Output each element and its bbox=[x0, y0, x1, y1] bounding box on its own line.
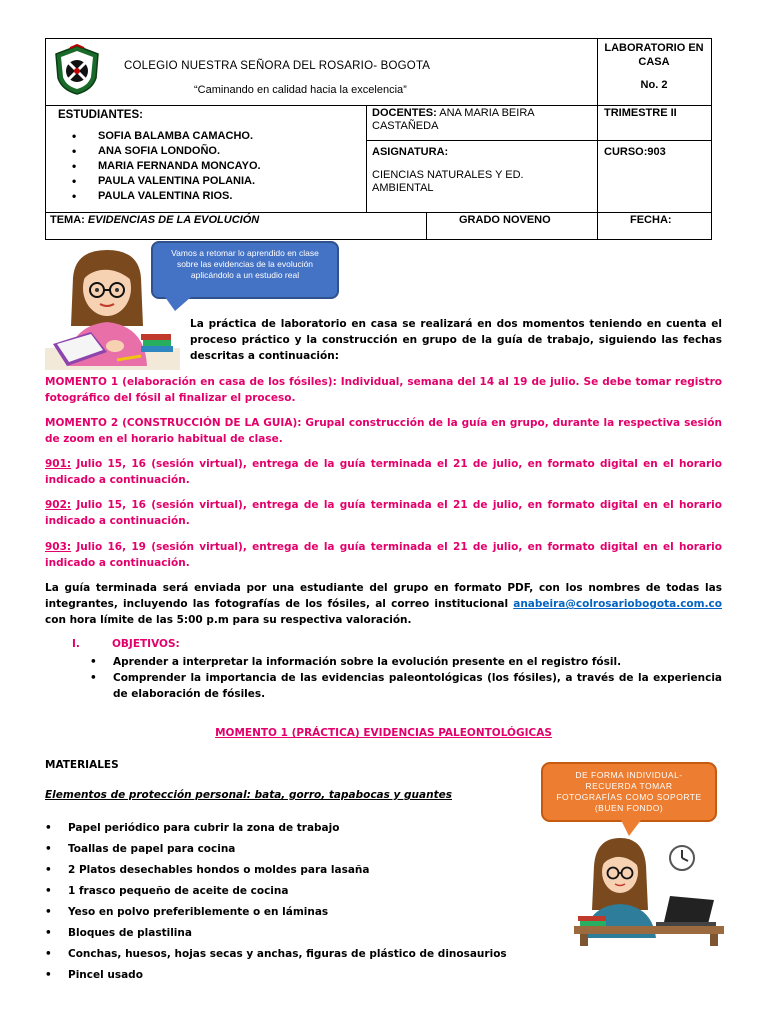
practice-title: MOMENTO 1 (PRÁCTICA) EVIDENCIAS PALEONTOLÓGICAS bbox=[215, 727, 552, 739]
material-item: • 2 Platos desechables hondos o moldes para lasaña bbox=[45, 860, 545, 881]
moment2-paragraph bbox=[45, 415, 722, 447]
material-item: • Toallas de papel para cocina bbox=[45, 839, 545, 860]
students-label: ESTUDIANTES: bbox=[58, 109, 143, 121]
objective-item: • Comprender la importancia de las evidencias paleontológicas (los fósiles), a través de la experiencia de elaboración de fósiles. bbox=[90, 670, 722, 702]
materials-title: MATERIALES bbox=[45, 759, 119, 771]
student-laptop-illustration bbox=[574, 826, 724, 946]
lab-number: No. 2 bbox=[640, 79, 668, 91]
school-name: COLEGIO NUESTRA SEÑORA DEL ROSARIO- BOGOTA bbox=[124, 60, 431, 72]
ppe-line: Elementos de protección personal: bata, gorro, tapabocas y guantes bbox=[45, 789, 452, 801]
table-divider bbox=[366, 105, 367, 212]
teachers-value: ANA MARIA BEIRA CASTAÑEDA bbox=[372, 107, 534, 132]
material-item: • Conchas, huesos, hojas secas y anchas, figuras de plástico de dinosaurios bbox=[45, 944, 545, 965]
objectives-heading bbox=[72, 638, 180, 650]
schedule-903 bbox=[45, 539, 722, 571]
student-name: • PAULA VALENTINA RIOS. bbox=[58, 189, 261, 204]
schedule-text: Julio 16, 19 (sesión virtual), entrega de la guía terminada el 21 de julio, en formato digital en el horario indicado a continuación. bbox=[45, 541, 722, 569]
student-speech-bubble: DE FORMA INDIVIDUAL- RECUERDA TOMAR FOTOGRAFÍAS COMO SOPORTE (BUEN FONDO) bbox=[541, 762, 717, 822]
subject-label: ASIGNATURA: bbox=[372, 146, 449, 158]
school-motto: “Caminando en calidad hacia la excelencia” bbox=[194, 84, 407, 96]
table-divider bbox=[45, 105, 712, 106]
schedule-901 bbox=[45, 456, 722, 488]
schedule-course: 901: bbox=[45, 458, 72, 470]
schedule-902 bbox=[45, 497, 722, 529]
material-item: • Papel periódico para cubrir la zona de trabajo bbox=[45, 818, 545, 839]
teacher-speech-bubble: Vamos a retomar lo aprendido en clase sobre las evidencias de la evolución aplicándolo a un estudio real bbox=[151, 241, 339, 299]
schedule-course: 902: bbox=[45, 499, 72, 511]
objectives-number: I. bbox=[72, 638, 80, 650]
delivery-text-end: con hora límite de las 5:00 p.m para su respectiva valoración. bbox=[45, 614, 412, 626]
speech-bubble-tail bbox=[165, 297, 191, 311]
moment2-label: MOMENTO 2 (CONSTRUCCIÓN DE LA GUIA): bbox=[45, 417, 302, 429]
email-link[interactable]: anabeira@colrosariobogota.com.co bbox=[513, 598, 722, 610]
schedule-text: Julio 15, 16 (sesión virtual), entrega de la guía terminada el 21 de julio, en formato digital en el horario indicado a continuación. bbox=[45, 458, 722, 486]
student-name: • ANA SOFIA LONDOÑO. bbox=[58, 144, 261, 159]
teachers-label: DOCENTES: bbox=[372, 107, 437, 119]
materials-list bbox=[45, 818, 545, 986]
lab-title: LABORATORIO EN CASA bbox=[604, 42, 704, 68]
moment1-text: Individual, semana del 14 al 19 de julio. Se debe tomar registro fotográfico del fósil al finalizar el proceso. bbox=[45, 376, 722, 404]
objectives-list bbox=[90, 654, 722, 702]
subject-value: CIENCIAS NATURALES Y ED. AMBIENTAL bbox=[372, 169, 524, 194]
table-divider bbox=[45, 212, 712, 213]
course-label: CURSO:903 bbox=[604, 146, 666, 158]
schedule-course: 903: bbox=[45, 541, 72, 553]
moment1-paragraph bbox=[45, 374, 722, 406]
teachers-cell bbox=[372, 107, 592, 133]
material-item: • Bloques de plastilina bbox=[45, 923, 545, 944]
topic-value: EVIDENCIAS DE LA EVOLUCIÓN bbox=[87, 214, 260, 226]
objectives-title: OBJETIVOS: bbox=[112, 638, 180, 650]
moment2-text: Grupal construcción de la guía en grupo, durante la respectiva sesión de zoom en el horario habitual de clase. bbox=[45, 417, 722, 445]
term-label: TRIMESTRE II bbox=[604, 107, 677, 119]
student-name: • MARIA FERNANDA MONCAYO. bbox=[58, 159, 261, 174]
delivery-text: La guía terminada será enviada por una estudiante del grupo en formato PDF, con los nombres de todas las integrantes, incluyendo las fotografías de los fósiles, al correo institucional bbox=[45, 582, 722, 610]
date-label: FECHA: bbox=[630, 214, 672, 226]
school-crest-logo bbox=[52, 44, 102, 96]
objective-item: • Aprender a interpretar la información sobre la evolución presente en el registro fósil. bbox=[90, 654, 722, 670]
table-divider bbox=[426, 212, 427, 240]
clock-icon bbox=[670, 846, 694, 870]
material-item: • 1 frasco pequeño de aceite de cocina bbox=[45, 881, 545, 902]
material-item: • Yeso en polvo preferiblemente o en láminas bbox=[45, 902, 545, 923]
table-divider bbox=[366, 140, 712, 141]
topic-cell bbox=[50, 214, 259, 226]
delivery-paragraph bbox=[45, 580, 722, 628]
intro-paragraph: La práctica de laboratorio en casa se realizará en dos momentos teniendo en cuenta el proceso práctico y la construcción en grupo de la guía de trabajo, siguiendo las fechas descritas a continuación: bbox=[190, 318, 722, 362]
grade-label: GRADO NOVENO bbox=[459, 214, 551, 226]
student-name: • SOFIA BALAMBA CAMACHO. bbox=[58, 129, 261, 144]
moment1-label: MOMENTO 1 (elaboración en casa de los fósiles): bbox=[45, 376, 337, 388]
students-list bbox=[58, 129, 261, 204]
schedule-text: Julio 15, 16 (sesión virtual), entrega de la guía terminada el 21 de julio, en formato digital en el horario indicado a continuación. bbox=[45, 499, 722, 527]
topic-label: TEMA: bbox=[50, 214, 85, 226]
material-item: • Pincel usado bbox=[45, 965, 545, 986]
student-name: • PAULA VALENTINA POLANIA. bbox=[58, 174, 261, 189]
